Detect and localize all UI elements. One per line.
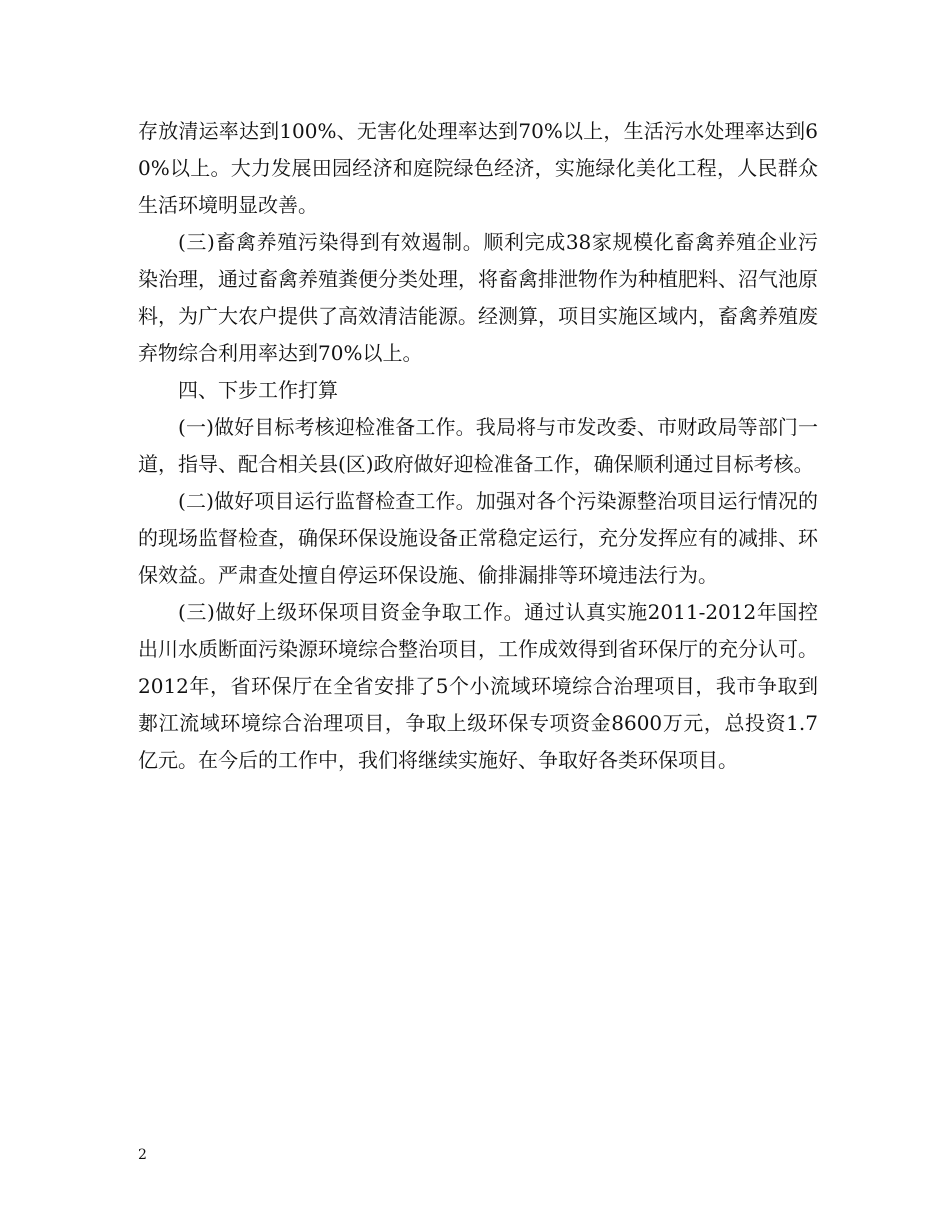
paragraph-continued-sanitation: 存放清运率达到100%、无害化处理率达到70%以上，生活污水处理率达到60%以上。大力发展田园经济和庭院绿色经济，实施绿化美化工程，人民群众生活环境明显改善。 <box>138 119 818 217</box>
section-heading-next-steps: 四、下步工作打算 <box>178 378 338 402</box>
paragraph-target-assessment: (一)做好目标考核迎检准备工作。我局将与市发改委、市财政局等部门一道，指导、配合相关县(区)政府做好迎检准备工作，确保顺利通过目标考核。 <box>138 415 818 476</box>
paragraph-project-supervision: (二)做好项目运行监督检查工作。加强对各个污染源整治项目运行情况的的现场监督检查，确保环保设施设备正常稳定运行，充分发挥应有的减排、环保效益。严肃查处擅自停运环保设施、偷排漏排等环境违法行为。 <box>138 489 818 587</box>
paragraph-livestock-pollution: (三)畜禽养殖污染得到有效遏制。顺利完成38家规模化畜禽养殖企业污染治理，通过畜禽养殖粪便分类处理，将畜禽排泄物作为种植肥料、沼气池原料，为广大农户提供了高效清洁能源。经测算，项目实施区域内，畜禽养殖废弃物综合利用率达到70%以上。 <box>138 230 818 365</box>
paragraph-project-funding: (三)做好上级环保项目资金争取工作。通过认真实施2011-2012年国控出川水质断面污染源环境综合整治项目，工作成效得到省环保厅的充分认可。2012年，省环保厅在全省安排了5个小流域环境综合治理项目，我市争取到郪江流域环境综合治理项目，争取上级环保专项资金8600万元，总投资1.7亿元。在今后的工作中，我们将继续实施好、争取好各类环保项目。 <box>138 600 818 772</box>
body-text <box>138 113 818 779</box>
page-number: 2 <box>138 1147 147 1163</box>
